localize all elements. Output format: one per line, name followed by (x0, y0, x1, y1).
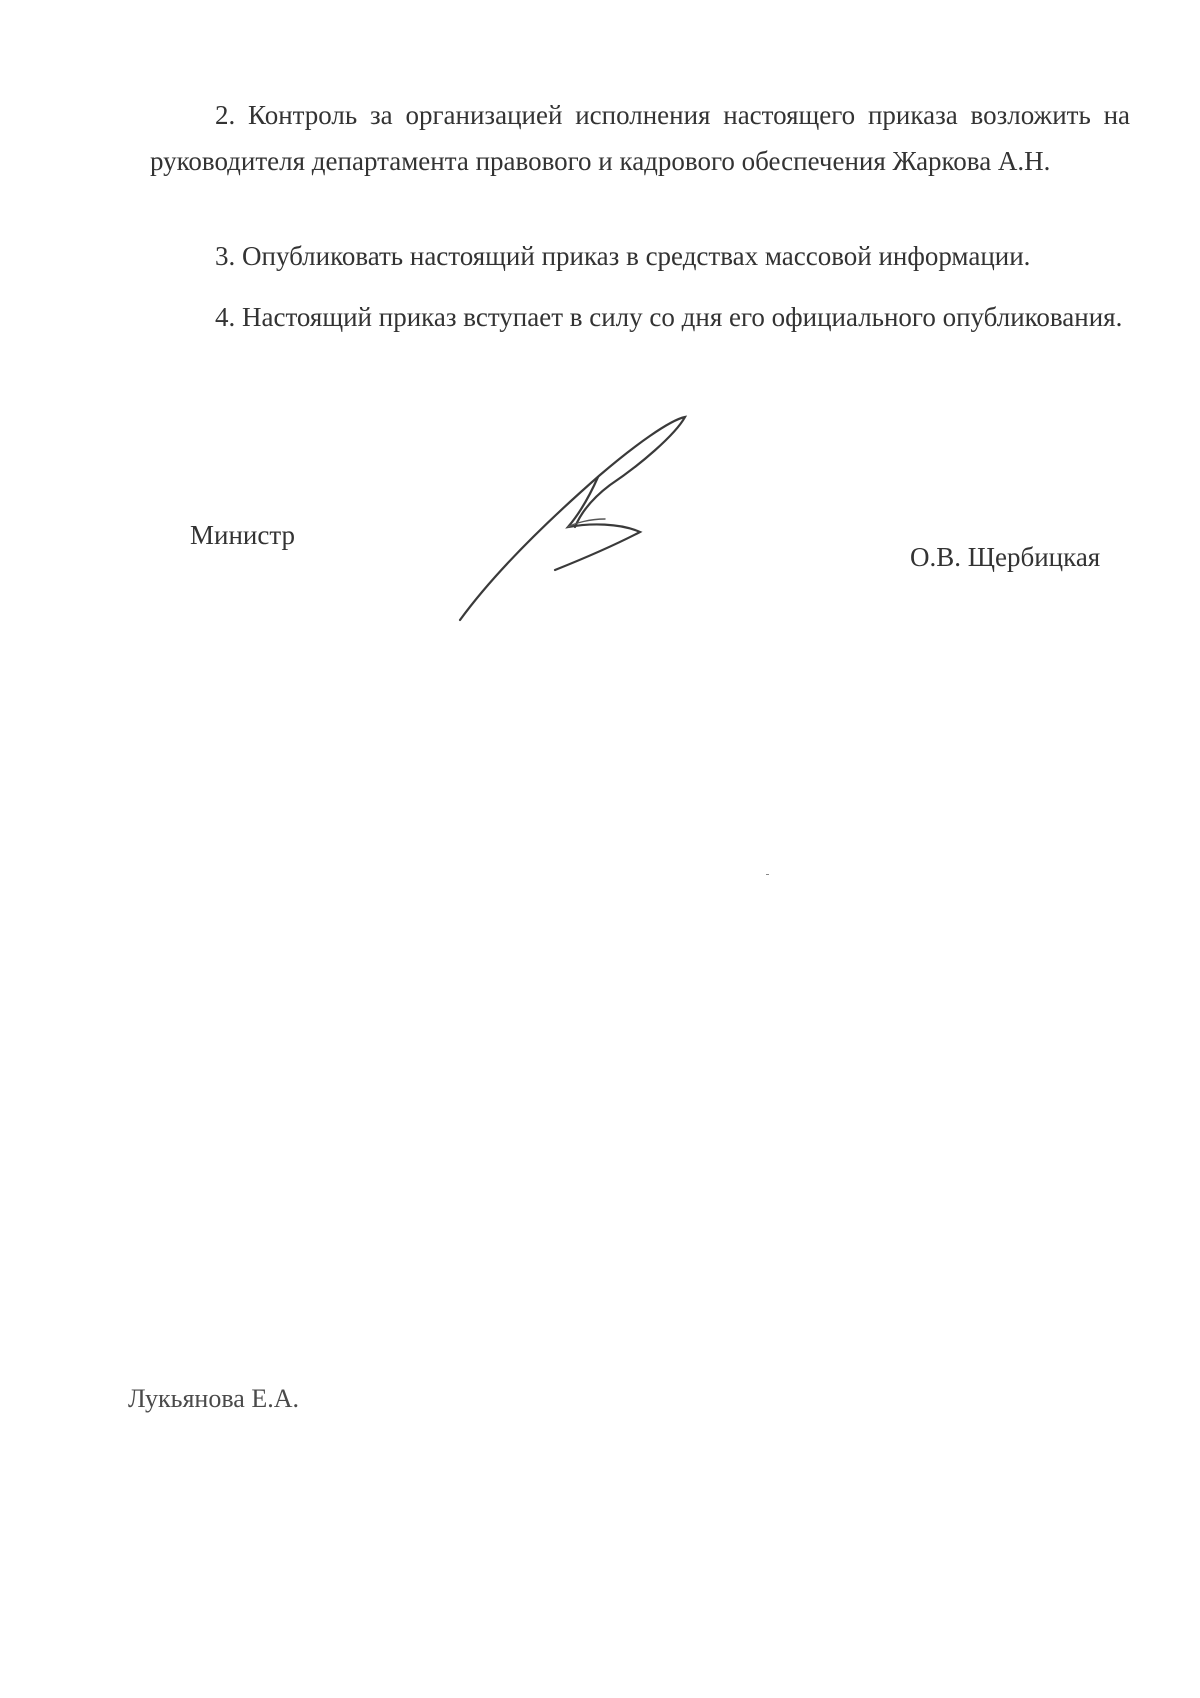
paragraph-item-2 (150, 92, 1130, 184)
paragraph-item-3-text: 3. Опубликовать настоящий приказ в средствах массовой информации. (215, 241, 1031, 271)
scan-speck (766, 874, 769, 875)
executor-name: Лукьянова Е.А. (128, 1384, 299, 1413)
paragraph-item-3 (150, 233, 1130, 279)
signer-title: Министр (190, 520, 295, 550)
signer-name: О.В. Щербицкая (910, 542, 1101, 572)
handwritten-signature-icon (440, 415, 720, 625)
paragraph-item-2-text: 2. Контроль за организацией исполнения настоящего приказа возложить на руководителя департамента правового и кадрового обеспечения Жаркова А.Н. (150, 100, 1130, 176)
paragraph-item-4-text: 4. Настоящий приказ вступает в силу со дня его официального опубликования. (215, 302, 1123, 332)
paragraph-item-4 (150, 294, 1130, 340)
